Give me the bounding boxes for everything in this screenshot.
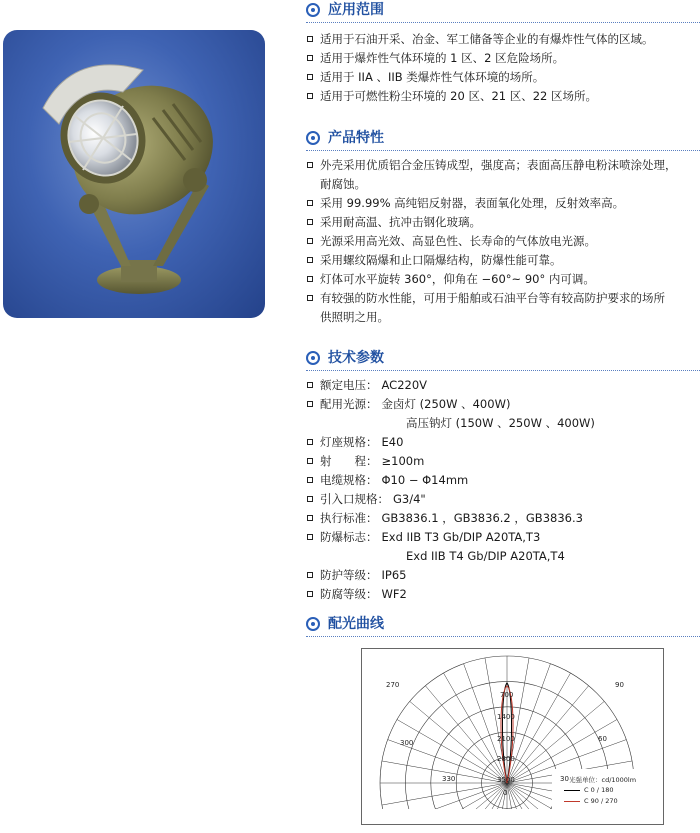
spec-value: G3/4"	[393, 492, 426, 506]
legend-entry	[584, 786, 613, 794]
section-title: 产品特性	[328, 130, 384, 146]
angle-label: 30	[560, 775, 569, 783]
section-bullet-icon	[306, 351, 320, 365]
section-title: 配光曲线	[328, 616, 384, 632]
radial-label: 700	[500, 691, 514, 699]
list-item: 适用于爆炸性气体环境的 1 区、2 区危险场所。	[306, 49, 700, 68]
angle-label: 90	[615, 681, 624, 689]
spec-row	[306, 528, 700, 566]
legend-swatch	[564, 801, 580, 802]
legend-title: 光强单位：cd/1000lm	[569, 776, 637, 784]
spec-value: 金卤灯 (250W 、400W)	[381, 397, 511, 411]
legend-entry	[584, 797, 618, 805]
spec-label: 防护等级：	[320, 568, 378, 582]
spec-label: 防腐等级：	[320, 587, 378, 601]
list-item	[306, 194, 700, 213]
spec-label: 配用光源：	[320, 397, 378, 411]
spec-label: 引入口规格：	[320, 492, 389, 506]
features-list	[306, 156, 700, 327]
section-bullet-icon	[306, 617, 320, 631]
spec-value-continuation: Exd IIB T4 Gb/DIP A20TA,T4	[406, 549, 565, 563]
section-bullet-icon	[306, 131, 320, 145]
spec-value: Exd IIB T3 Gb/DIP A20TA,T3	[381, 530, 541, 544]
angle-label: 60	[598, 735, 607, 743]
section-title: 技术参数	[328, 350, 384, 366]
specs-list	[306, 376, 700, 604]
section-curve-header	[306, 614, 700, 634]
spec-row	[306, 433, 700, 452]
spec-label: 灯座规格：	[320, 435, 378, 449]
list-item	[306, 232, 700, 251]
light-distribution-chart	[361, 648, 664, 825]
list-item-text: 采用螺纹隔爆和止口隔爆结构，防爆性能可靠。	[320, 253, 562, 267]
list-item-text: 采用 99.99% 高纯铝反射器，表面氧化处理，反射效率高。	[320, 196, 625, 210]
list-item: 适用于石油开采、冶金、军工储备等企业的有爆炸性气体的区域。	[306, 30, 700, 49]
section-divider	[306, 636, 700, 637]
angle-label: 270	[386, 681, 400, 689]
spec-row	[306, 395, 700, 433]
radial-label: 3500	[497, 776, 515, 784]
section-divider	[306, 150, 700, 151]
legend-label: C 90 / 270	[584, 797, 618, 805]
floodlight-illustration	[3, 30, 265, 318]
legend-swatch	[564, 790, 580, 791]
spec-row	[306, 376, 700, 395]
spec-row	[306, 509, 700, 528]
spec-row	[306, 452, 700, 471]
spec-row	[306, 585, 700, 604]
list-item	[306, 156, 700, 194]
section-bullet-icon	[306, 3, 320, 17]
spec-row	[306, 490, 700, 509]
spec-value: ≥100m	[381, 454, 425, 468]
radial-label: 2100	[497, 735, 515, 743]
list-item	[306, 270, 700, 289]
spec-label: 执行标准：	[320, 511, 378, 525]
spec-value: E40	[381, 435, 404, 449]
list-item-text: 有较强的防水性能，可用于船舶或石油平台等有较高防护要求的场所	[320, 291, 665, 305]
legend-label: C 0 / 180	[584, 786, 614, 794]
spec-label: 电缆规格：	[320, 473, 378, 487]
list-item-continuation: 耐腐蚀。	[320, 177, 366, 191]
scope-list	[306, 30, 700, 106]
list-item-text: 光源采用高光效、高显色性、长寿命的气体放电光源。	[320, 234, 596, 248]
section-divider	[306, 370, 700, 371]
section-scope-header	[306, 0, 700, 20]
spec-value-continuation: 高压钠灯 (150W 、250W 、400W)	[406, 416, 595, 430]
list-item: 适用于可燃性粉尘环境的 20 区、21 区、22 区场所。	[306, 87, 700, 106]
spec-value: GB3836.1 ，GB3836.2 ，GB3836.3	[381, 511, 583, 525]
spec-value: WF2	[381, 587, 407, 601]
product-photo	[3, 30, 265, 318]
list-item: 适用于 IIA 、IIB 类爆炸性气体环境的场所。	[306, 68, 700, 87]
spec-row	[306, 471, 700, 490]
list-item-text: 采用耐高温、抗冲击钢化玻璃。	[320, 215, 481, 229]
angle-label: 330	[442, 775, 456, 783]
list-item-text: 灯体可水平旋转 360°，仰角在 −60°~ 90° 内可调。	[320, 272, 595, 286]
section-title: 应用范围	[328, 2, 384, 18]
angle-label: 0	[503, 789, 508, 797]
section-specs-header	[306, 348, 700, 368]
angle-label: 300	[400, 739, 414, 747]
list-item-continuation: 供照明之用。	[320, 310, 389, 324]
section-features-header	[306, 128, 700, 148]
spec-value: IP65	[381, 568, 407, 582]
list-item	[306, 251, 700, 270]
radial-label: 2800	[497, 755, 515, 763]
spec-label: 额定电压：	[320, 378, 378, 392]
spec-value: AC220V	[381, 378, 428, 392]
list-item	[306, 213, 700, 232]
list-item-text: 外壳采用优质铝合金压铸成型，强度高；表面高压静电粉沫喷涂处理，	[320, 158, 677, 172]
spec-value: Φ10 − Φ14mm	[381, 473, 469, 487]
spec-label: 射 程：	[320, 454, 378, 468]
spec-row	[306, 566, 700, 585]
list-item	[306, 289, 700, 327]
section-divider	[306, 22, 700, 23]
radial-label: 1400	[497, 713, 515, 721]
spec-label: 防爆标志：	[320, 530, 378, 544]
